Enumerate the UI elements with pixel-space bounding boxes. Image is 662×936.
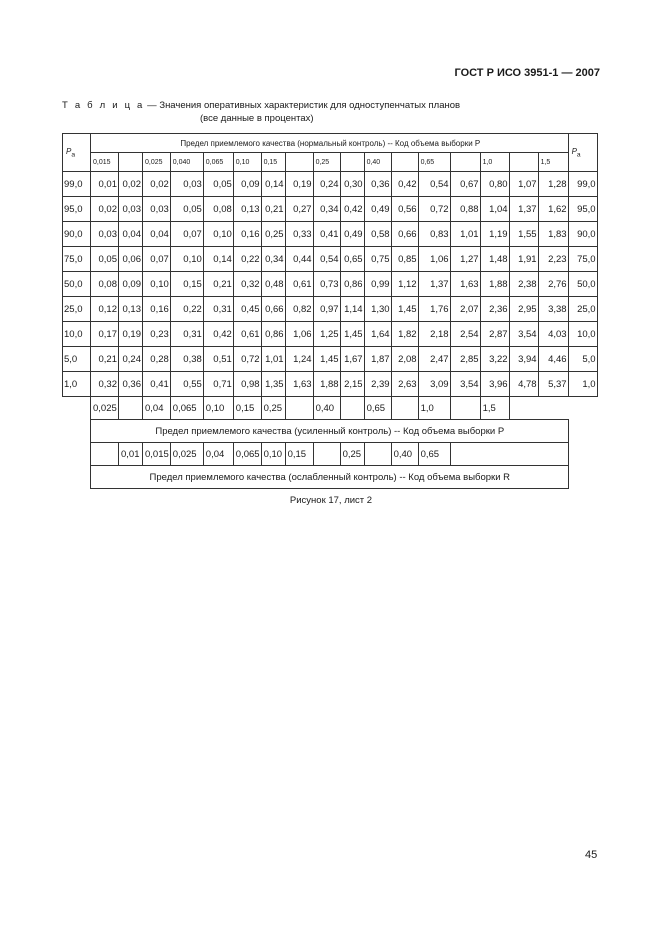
oc-value-cell: 1,24 [285, 347, 313, 372]
oc-value-cell: 4,78 [509, 372, 538, 397]
oc-value-cell: 0,19 [285, 172, 313, 197]
aql-tightened-cell: 1,5 [480, 397, 509, 420]
aql-tightened-cell [119, 397, 143, 420]
oc-value-cell: 1,30 [364, 297, 391, 322]
oc-value-cell: 1,28 [538, 172, 568, 197]
pa-value-right: 25,0 [568, 297, 597, 322]
oc-value-cell: 0,54 [418, 172, 450, 197]
aql-normal-cell: 0,40 [364, 153, 391, 172]
aql-tightened-cell: 0,10 [203, 397, 233, 420]
aql-reduced-cell: 0,025 [170, 443, 203, 466]
oc-value-cell: 2,18 [418, 322, 450, 347]
pa-value-left: 95,0 [63, 197, 91, 222]
aql-tightened-cell [391, 397, 418, 420]
oc-value-cell: 0,14 [203, 247, 233, 272]
aql-tightened-cell: 0,25 [261, 397, 285, 420]
aql-reduced-cell: 0,15 [285, 443, 313, 466]
oc-value-cell: 0,55 [170, 372, 203, 397]
aql-normal-cell [340, 153, 364, 172]
blank-cell [63, 397, 91, 420]
aql-normal-cell [391, 153, 418, 172]
pa-value-right: 5,0 [568, 347, 597, 372]
oc-value-cell: 2,07 [450, 297, 480, 322]
oc-value-cell: 1,48 [480, 247, 509, 272]
oc-value-cell: 0,42 [391, 172, 418, 197]
oc-value-cell: 0,72 [418, 197, 450, 222]
oc-value-cell: 0,65 [340, 247, 364, 272]
oc-value-cell: 0,13 [119, 297, 143, 322]
oc-value-cell: 0,23 [143, 322, 171, 347]
oc-value-cell: 0,02 [143, 172, 171, 197]
oc-value-cell: 0,56 [391, 197, 418, 222]
oc-value-cell: 0,61 [285, 272, 313, 297]
aql-reduced-cell: 0,10 [261, 443, 285, 466]
oc-value-cell: 3,22 [480, 347, 509, 372]
oc-value-cell: 0,03 [143, 197, 171, 222]
oc-value-cell: 1,37 [418, 272, 450, 297]
oc-value-cell: 1,91 [509, 247, 538, 272]
oc-value-cell: 1,82 [391, 322, 418, 347]
pa-value-right: 10,0 [568, 322, 597, 347]
oc-value-cell: 0,24 [313, 172, 340, 197]
pa-value-left: 90,0 [63, 222, 91, 247]
pa-value-right: 50,0 [568, 272, 597, 297]
oc-value-cell: 0,16 [143, 297, 171, 322]
table-row [63, 172, 598, 197]
pa-symbol: P [571, 146, 577, 156]
oc-table [62, 133, 598, 489]
oc-value-cell: 0,98 [233, 372, 261, 397]
blank-cell [63, 443, 91, 466]
oc-value-cell: 0,61 [233, 322, 261, 347]
oc-value-cell: 1,76 [418, 297, 450, 322]
oc-value-cell: 0,41 [143, 372, 171, 397]
oc-value-cell: 0,51 [203, 347, 233, 372]
oc-value-cell: 2,85 [450, 347, 480, 372]
aql-tightened-cell: 0,15 [233, 397, 261, 420]
oc-value-cell: 0,02 [119, 172, 143, 197]
oc-value-cell: 0,07 [143, 247, 171, 272]
oc-value-cell: 1,37 [509, 197, 538, 222]
table-label: Т а б л и ц а [62, 100, 145, 111]
tightened-control-header: Предел приемлемого качества (усиленный контроль) -- Код объема выборки P [91, 420, 569, 443]
table-row [63, 347, 598, 372]
oc-value-cell: 0,31 [170, 322, 203, 347]
oc-value-cell: 0,10 [170, 247, 203, 272]
oc-value-cell: 1,63 [285, 372, 313, 397]
oc-value-cell: 0,44 [285, 247, 313, 272]
aql-normal-cell: 0,15 [261, 153, 285, 172]
pa-value-left: 25,0 [63, 297, 91, 322]
oc-value-cell: 0,02 [91, 197, 119, 222]
oc-value-cell: 0,03 [170, 172, 203, 197]
normal-control-header: Предел приемлемого качества (нормальный контроль) -- Код объема выборки P [91, 134, 569, 153]
aql-tightened-cell: 1,0 [418, 397, 450, 420]
oc-value-cell: 2,23 [538, 247, 568, 272]
table-row [63, 297, 598, 322]
oc-value-cell: 2,76 [538, 272, 568, 297]
oc-value-cell: 1,06 [418, 247, 450, 272]
table-row [63, 372, 598, 397]
page-number: 45 [585, 849, 598, 861]
oc-value-cell: 1,12 [391, 272, 418, 297]
oc-value-cell: 1,88 [480, 272, 509, 297]
oc-value-cell: 0,07 [170, 222, 203, 247]
blank-cell [63, 420, 91, 443]
pa-value-left: 75,0 [63, 247, 91, 272]
oc-value-cell: 1,04 [480, 197, 509, 222]
oc-value-cell: 1,62 [538, 197, 568, 222]
oc-value-cell: 0,67 [450, 172, 480, 197]
oc-value-cell: 0,21 [203, 272, 233, 297]
pa-value-right: 75,0 [568, 247, 597, 272]
oc-value-cell: 0,75 [364, 247, 391, 272]
oc-value-cell: 0,83 [418, 222, 450, 247]
oc-value-cell: 1,63 [450, 272, 480, 297]
oc-value-cell: 0,32 [233, 272, 261, 297]
oc-value-cell: 0,01 [91, 172, 119, 197]
oc-value-cell: 0,45 [233, 297, 261, 322]
oc-value-cell: 0,12 [91, 297, 119, 322]
blank-cell [450, 443, 568, 466]
aql-normal-cell [285, 153, 313, 172]
pa-subscript: a [71, 151, 76, 159]
oc-value-cell: 1,45 [391, 297, 418, 322]
aql-normal-cell: 0,25 [313, 153, 340, 172]
oc-value-cell: 1,64 [364, 322, 391, 347]
oc-value-cell: 0,85 [391, 247, 418, 272]
aql-tightened-cell [450, 397, 480, 420]
oc-value-cell: 0,06 [119, 247, 143, 272]
oc-value-cell: 1,35 [261, 372, 285, 397]
oc-value-cell: 0,05 [91, 247, 119, 272]
oc-value-cell: 0,49 [364, 197, 391, 222]
oc-value-cell: 0,19 [119, 322, 143, 347]
oc-value-cell: 0,21 [261, 197, 285, 222]
oc-value-cell: 0,13 [233, 197, 261, 222]
oc-value-cell: 0,86 [340, 272, 364, 297]
oc-value-cell: 1,67 [340, 347, 364, 372]
oc-value-cell: 0,03 [91, 222, 119, 247]
blank-cell [509, 397, 568, 420]
oc-value-cell: 0,10 [143, 272, 171, 297]
aql-reduced-cell: 0,01 [119, 443, 143, 466]
oc-value-cell: 1,88 [313, 372, 340, 397]
pa-value-right: 90,0 [568, 222, 597, 247]
oc-value-cell: 0,73 [313, 272, 340, 297]
blank-cell [568, 466, 597, 489]
table-note: (все данные в процентах) [200, 113, 314, 124]
reduced-control-header: Предел приемлемого качества (ослабленный контроль) -- Код объема выборки R [91, 466, 569, 489]
oc-value-cell: 4,46 [538, 347, 568, 372]
oc-value-cell: 0,36 [119, 372, 143, 397]
oc-value-cell: 0,34 [313, 197, 340, 222]
aql-tightened-cell [285, 397, 313, 420]
oc-value-cell: 0,49 [340, 222, 364, 247]
aql-normal-cell: 0,065 [203, 153, 233, 172]
aql-tightened-cell: 0,65 [364, 397, 391, 420]
oc-value-cell: 1,45 [313, 347, 340, 372]
aql-reduced-cell: 0,25 [340, 443, 364, 466]
oc-value-cell: 0,30 [340, 172, 364, 197]
oc-value-cell: 0,27 [285, 197, 313, 222]
oc-value-cell: 1,14 [340, 297, 364, 322]
oc-value-cell: 2,87 [480, 322, 509, 347]
blank-cell [568, 443, 597, 466]
oc-value-cell: 4,03 [538, 322, 568, 347]
oc-value-cell: 2,38 [509, 272, 538, 297]
table-row [63, 197, 598, 222]
oc-value-cell: 0,88 [450, 197, 480, 222]
oc-value-cell: 0,10 [203, 222, 233, 247]
oc-value-cell: 3,38 [538, 297, 568, 322]
aql-normal-cell: 1,0 [480, 153, 509, 172]
oc-value-cell: 1,45 [340, 322, 364, 347]
oc-value-cell: 1,01 [450, 222, 480, 247]
aql-reduced-cell: 0,65 [418, 443, 450, 466]
aql-tightened-cell: 0,40 [313, 397, 340, 420]
aql-reduced-cell: 0,04 [203, 443, 233, 466]
aql-normal-cell [119, 153, 143, 172]
oc-value-cell: 0,86 [261, 322, 285, 347]
oc-value-cell: 1,19 [480, 222, 509, 247]
pa-value-right: 95,0 [568, 197, 597, 222]
oc-value-cell: 0,08 [203, 197, 233, 222]
oc-value-cell: 0,05 [170, 197, 203, 222]
oc-value-cell: 3,54 [509, 322, 538, 347]
oc-value-cell: 1,07 [509, 172, 538, 197]
pa-value-left: 10,0 [63, 322, 91, 347]
pa-value-right: 1,0 [568, 372, 597, 397]
oc-value-cell: 1,55 [509, 222, 538, 247]
oc-value-cell: 0,04 [143, 222, 171, 247]
oc-value-cell: 0,58 [364, 222, 391, 247]
pa-value-left: 5,0 [63, 347, 91, 372]
oc-value-cell: 2,95 [509, 297, 538, 322]
oc-value-cell: 0,04 [119, 222, 143, 247]
oc-value-cell: 3,94 [509, 347, 538, 372]
aql-reduced-cell: 0,065 [233, 443, 261, 466]
aql-normal-cell: 0,015 [91, 153, 119, 172]
oc-value-cell: 0,32 [91, 372, 119, 397]
oc-value-cell: 0,22 [233, 247, 261, 272]
blank-cell [568, 420, 597, 443]
oc-value-cell: 2,54 [450, 322, 480, 347]
oc-value-cell: 0,14 [261, 172, 285, 197]
pa-value-right: 99,0 [568, 172, 597, 197]
oc-value-cell: 2,39 [364, 372, 391, 397]
oc-value-cell: 0,36 [364, 172, 391, 197]
oc-value-cell: 2,63 [391, 372, 418, 397]
oc-value-cell: 0,22 [170, 297, 203, 322]
oc-value-cell: 1,06 [285, 322, 313, 347]
oc-value-cell: 1,25 [313, 322, 340, 347]
oc-value-cell: 0,09 [233, 172, 261, 197]
pa-header-right [568, 134, 597, 172]
oc-value-cell: 0,31 [203, 297, 233, 322]
oc-value-cell: 0,42 [340, 197, 364, 222]
oc-value-cell: 0,41 [313, 222, 340, 247]
aql-tightened-cell [340, 397, 364, 420]
oc-value-cell: 0,71 [203, 372, 233, 397]
oc-value-cell: 0,66 [261, 297, 285, 322]
oc-value-cell: 1,01 [261, 347, 285, 372]
oc-value-cell: 0,15 [170, 272, 203, 297]
table-row [63, 322, 598, 347]
oc-value-cell: 0,48 [261, 272, 285, 297]
oc-value-cell: 5,37 [538, 372, 568, 397]
aql-normal-cell: 0,025 [143, 153, 171, 172]
aql-reduced-cell: 0,40 [391, 443, 418, 466]
oc-value-cell: 0,80 [480, 172, 509, 197]
pa-value-left: 1,0 [63, 372, 91, 397]
oc-value-cell: 2,36 [480, 297, 509, 322]
oc-value-cell: 0,72 [233, 347, 261, 372]
figure-caption: Рисунок 17, лист 2 [289, 495, 373, 506]
pa-subscript: a [576, 151, 581, 159]
oc-value-cell: 0,38 [170, 347, 203, 372]
blank-cell [91, 443, 119, 466]
oc-value-cell: 2,08 [391, 347, 418, 372]
oc-value-cell: 0,17 [91, 322, 119, 347]
oc-value-cell: 1,87 [364, 347, 391, 372]
pa-value-left: 50,0 [63, 272, 91, 297]
aql-reduced-cell [364, 443, 391, 466]
aql-normal-cell [509, 153, 538, 172]
aql-normal-cell [450, 153, 480, 172]
pa-symbol: P [66, 146, 72, 156]
oc-value-cell: 2,15 [340, 372, 364, 397]
oc-value-cell: 0,03 [119, 197, 143, 222]
oc-value-cell: 0,82 [285, 297, 313, 322]
aql-tightened-cell: 0,04 [143, 397, 171, 420]
oc-value-cell: 1,27 [450, 247, 480, 272]
table-caption [62, 100, 460, 111]
standard-number: ГОСТ Р ИСО 3951-1 — 2007 [454, 67, 600, 79]
aql-normal-cell: 0,040 [170, 153, 203, 172]
aql-reduced-cell [313, 443, 340, 466]
oc-value-cell: 0,25 [261, 222, 285, 247]
oc-value-cell: 0,21 [91, 347, 119, 372]
aql-normal-cell: 1,5 [538, 153, 568, 172]
oc-value-cell: 0,09 [119, 272, 143, 297]
aql-normal-cell: 0,65 [418, 153, 450, 172]
oc-value-cell: 0,28 [143, 347, 171, 372]
aql-normal-cell: 0,10 [233, 153, 261, 172]
oc-value-cell: 0,16 [233, 222, 261, 247]
oc-value-cell: 0,33 [285, 222, 313, 247]
oc-value-cell: 3,09 [418, 372, 450, 397]
table-row [63, 222, 598, 247]
oc-value-cell: 0,66 [391, 222, 418, 247]
oc-value-cell: 0,54 [313, 247, 340, 272]
table-title: — Значения оперативных характеристик для одноступенчатых планов [144, 100, 461, 111]
oc-value-cell: 0,99 [364, 272, 391, 297]
oc-value-cell: 0,97 [313, 297, 340, 322]
oc-value-cell: 0,24 [119, 347, 143, 372]
oc-value-cell: 1,83 [538, 222, 568, 247]
oc-value-cell: 0,42 [203, 322, 233, 347]
oc-value-cell: 0,34 [261, 247, 285, 272]
blank-cell [63, 466, 91, 489]
pa-value-left: 99,0 [63, 172, 91, 197]
oc-value-cell: 3,96 [480, 372, 509, 397]
table-row [63, 247, 598, 272]
oc-value-cell: 3,54 [450, 372, 480, 397]
oc-value-cell: 0,05 [203, 172, 233, 197]
aql-reduced-cell: 0,015 [143, 443, 171, 466]
pa-header-left [63, 134, 91, 172]
aql-tightened-cell: 0,065 [170, 397, 203, 420]
oc-value-cell: 0,08 [91, 272, 119, 297]
oc-value-cell: 2,47 [418, 347, 450, 372]
table-row [63, 272, 598, 297]
aql-tightened-cell: 0,025 [91, 397, 119, 420]
